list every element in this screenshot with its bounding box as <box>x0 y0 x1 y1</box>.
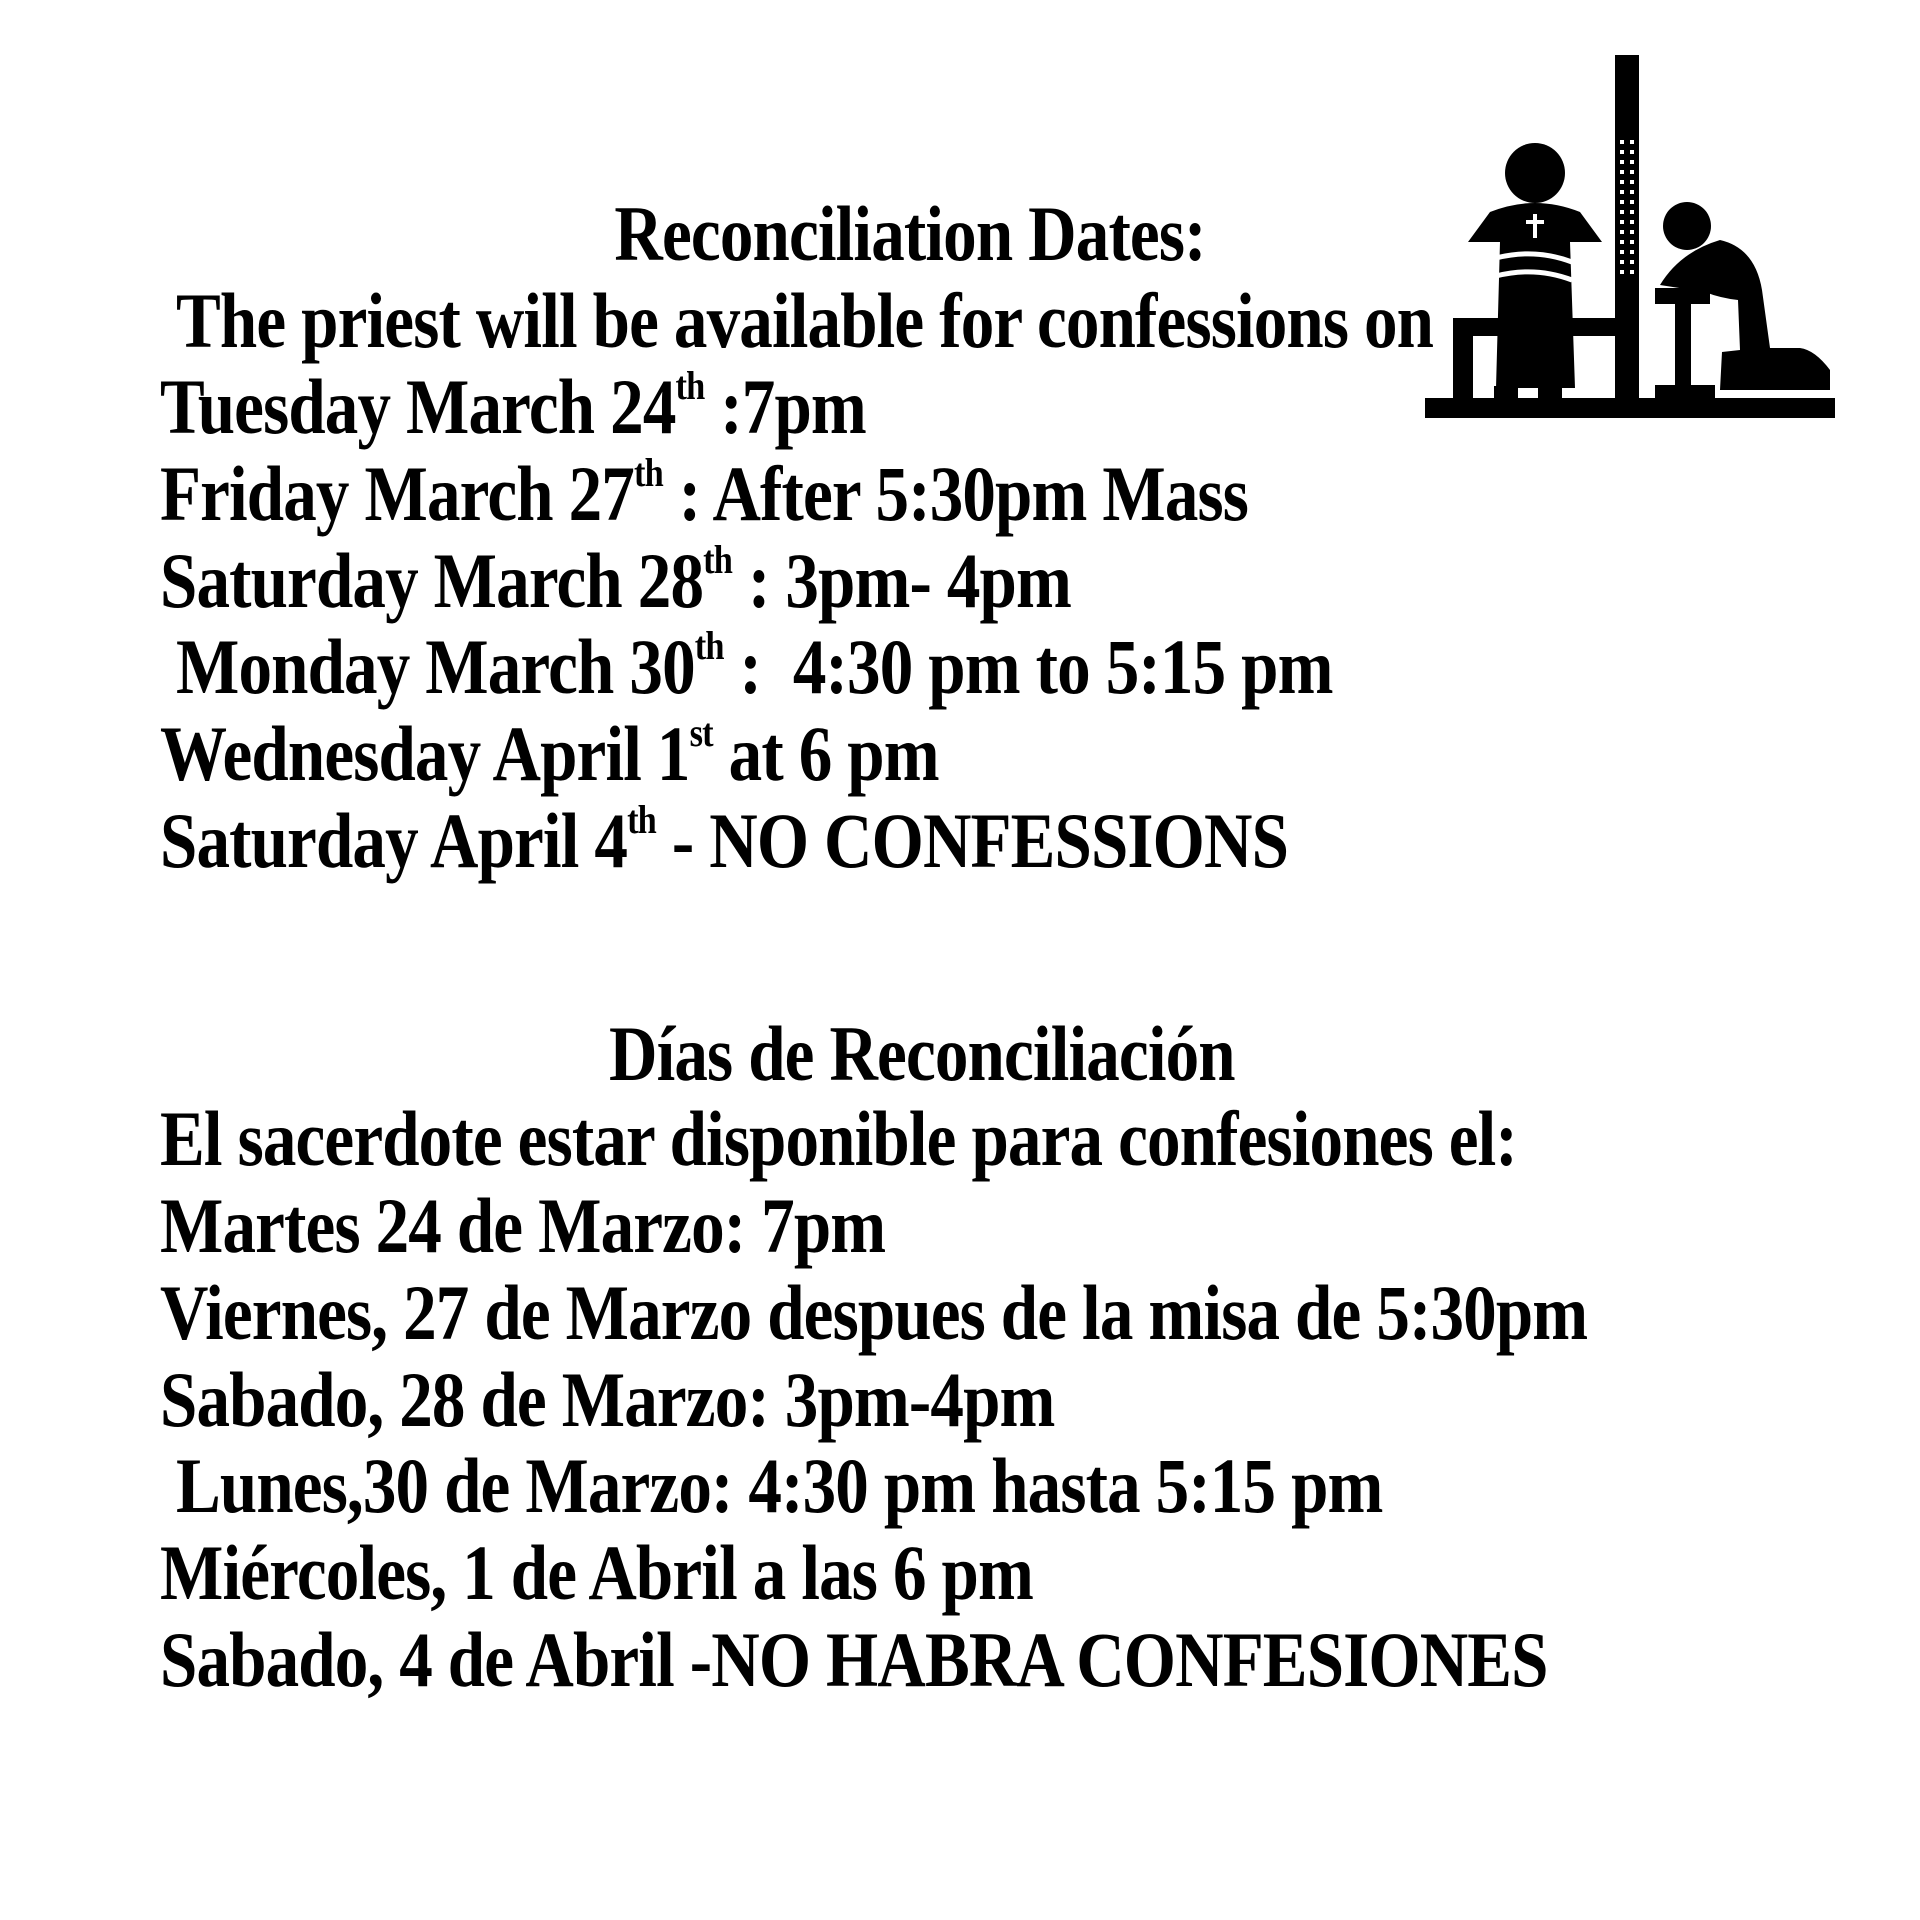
spanish-title: Días de Reconciliación <box>609 1010 1235 1097</box>
spanish-schedule-item: Miércoles, 1 de Abril a las 6 pm <box>160 1529 1034 1616</box>
english-schedule-item <box>160 537 1072 624</box>
schedule-ordinal: st <box>689 710 713 755</box>
schedule-ordinal: th <box>694 623 724 668</box>
schedule-ordinal: th <box>633 450 663 495</box>
english-intro: The priest will be available for confessions on <box>176 277 1434 364</box>
english-schedule-item <box>160 363 866 450</box>
schedule-time: - NO CONFESSIONS <box>655 797 1289 884</box>
schedule-ordinal: th <box>627 797 656 842</box>
schedule-time: :7pm <box>704 363 866 450</box>
schedule-time: : 4:30 pm to 5:15 pm <box>723 623 1333 710</box>
spanish-schedule-item: Viernes, 27 de Marzo despues de la misa de 5:30pm <box>160 1269 1588 1356</box>
schedule-ordinal: th <box>703 537 733 582</box>
schedule-ordinal: th <box>675 363 705 408</box>
english-schedule-item <box>160 710 939 797</box>
schedule-day: Saturday March 28 <box>160 537 704 624</box>
spanish-schedule-item: Martes 24 de Marzo: 7pm <box>160 1182 886 1269</box>
schedule-time: : 3pm- 4pm <box>732 537 1072 624</box>
schedule-day: Wednesday April 1 <box>160 710 690 797</box>
spanish-schedule-item: Sabado, 4 de Abril -NO HABRA CONFESIONES <box>160 1616 1548 1703</box>
confession-pictogram-icon <box>1425 55 1840 420</box>
english-schedule-item <box>176 623 1333 710</box>
spanish-schedule-item: Sabado, 28 de Marzo: 3pm-4pm <box>160 1356 1055 1443</box>
schedule-day: Saturday April 4 <box>160 797 628 884</box>
english-schedule-item <box>160 797 1289 884</box>
spanish-intro: El sacerdote estar disponible para confesiones el: <box>160 1095 1517 1182</box>
english-title: Reconciliation Dates: <box>614 190 1206 277</box>
english-schedule-item <box>160 450 1249 537</box>
spanish-schedule-item: Lunes,30 de Marzo: 4:30 pm hasta 5:15 pm <box>176 1442 1383 1529</box>
schedule-time: : After 5:30pm Mass <box>662 450 1249 537</box>
schedule-day: Monday March 30 <box>176 623 695 710</box>
schedule-time: at 6 pm <box>712 710 939 797</box>
schedule-day: Friday March 27 <box>160 450 634 537</box>
schedule-day: Tuesday March 24 <box>160 363 676 450</box>
